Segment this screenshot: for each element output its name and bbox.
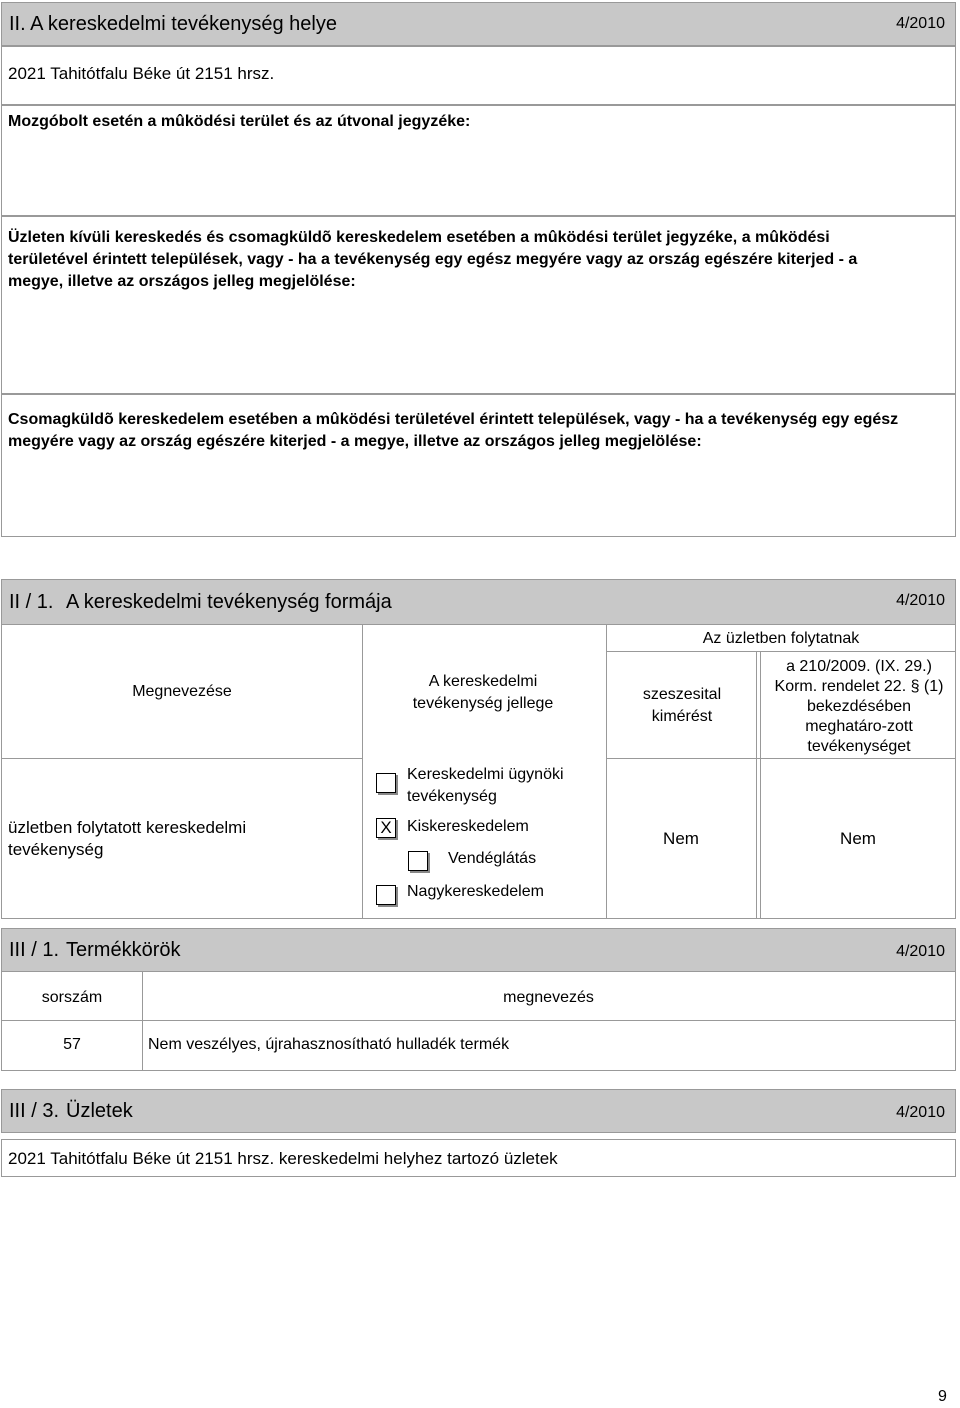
col-header-nature: A kereskedelmi tevékenység jellege	[412, 673, 554, 712]
address-text: 2021 Tahitótfalu Béke út 2151 hrsz.	[8, 64, 275, 83]
section-ii1-header	[1, 579, 956, 625]
mail-order-label: Csomagküldõ kereskedelem esetében a mûködési területével érintett települések, vagy - ha a tevékenység egy egész megyére vagy az ország egészére kiterjed - a megye, illetve az országos jelleg megjelölése:	[8, 411, 899, 450]
checkbox-agent[interactable]	[376, 773, 396, 793]
regulated-value: Nem	[840, 829, 876, 848]
section-iii1-prefix: III / 1.	[9, 939, 60, 961]
mobile-store-label: Mozgóbolt esetén a mûködési terület és az útvonal jegyzéke:	[8, 113, 471, 130]
page-number: 9	[938, 1388, 947, 1405]
alcohol-value: Nem	[663, 829, 699, 848]
shops-box	[1, 1139, 956, 1177]
col-header-product-name: megnevezés	[503, 989, 594, 1006]
section-iii3-prefix: III / 3.	[9, 1100, 60, 1122]
col-header-number: sorszám	[41, 989, 103, 1006]
option-agent-label: Kereskedelmi ügynöki tevékenység	[407, 766, 564, 805]
row-activity-name: üzletben folytatott kereskedelmi tevékenység	[8, 818, 247, 859]
col-header-regulated: a 210/2009. (IX. 29.) Korm. rendelet 22. § (1) bekezdésében meghatáro-zott tevékenységet	[774, 658, 944, 755]
section-iii1-header	[1, 928, 956, 972]
product-table	[1, 972, 956, 1071]
option-retail-label: Kiskereskedelem	[407, 818, 529, 835]
option-catering-label: Vendéglátás	[448, 850, 537, 867]
product-row-number: 57	[63, 1036, 81, 1053]
section-ii1-date: 4/2010	[896, 592, 945, 609]
product-row-name: Nem veszélyes, újrahasznosítható hulladék termék	[148, 1036, 510, 1053]
option-wholesale-label: Nagykereskedelem	[407, 883, 544, 900]
mail-order-box	[1, 394, 956, 537]
mobile-store-box	[1, 105, 956, 216]
section-iii1-date: 4/2010	[896, 943, 945, 960]
outside-trade-label: Üzleten kívüli kereskedés és csomagküldõ kereskedelem esetében a mûködési terület jegyzéke, a mûködési területével érintett települések, vagy - ha a tevékenység egy egész megyére vagy az ország egészére kiterjed - a megye, illetve az országos jelleg megjelölése:	[8, 229, 858, 290]
checkbox-retail[interactable]: X	[376, 818, 396, 838]
col-header-name: Megnevezése	[132, 683, 232, 700]
section-ii1-prefix: II / 1.	[9, 591, 54, 613]
section-iii3-title: Üzletek	[66, 1100, 133, 1122]
section-ii1-title: A kereskedelmi tevékenység formája	[66, 591, 392, 613]
section-ii-date: 4/2010	[896, 15, 945, 32]
checkbox-wholesale[interactable]	[376, 885, 396, 905]
shops-text: 2021 Tahitótfalu Béke út 2151 hrsz. kereskedelmi helyhez tartozó üzletek	[8, 1149, 558, 1168]
section-ii-header	[1, 2, 956, 46]
col-header-group: Az üzletben folytatnak	[702, 630, 860, 647]
section-iii1-title: Termékkörök	[66, 939, 181, 961]
section-iii3-date: 4/2010	[896, 1104, 945, 1121]
col-header-alcohol: szeszesital kimérést	[642, 686, 722, 725]
checkbox-catering[interactable]	[408, 851, 428, 871]
address-box	[1, 46, 956, 105]
activity-form-table	[1, 625, 956, 919]
section-iii3-header	[1, 1089, 956, 1133]
section-ii-title: II. A kereskedelmi tevékenység helye	[9, 13, 337, 35]
outside-trade-box	[1, 216, 956, 394]
